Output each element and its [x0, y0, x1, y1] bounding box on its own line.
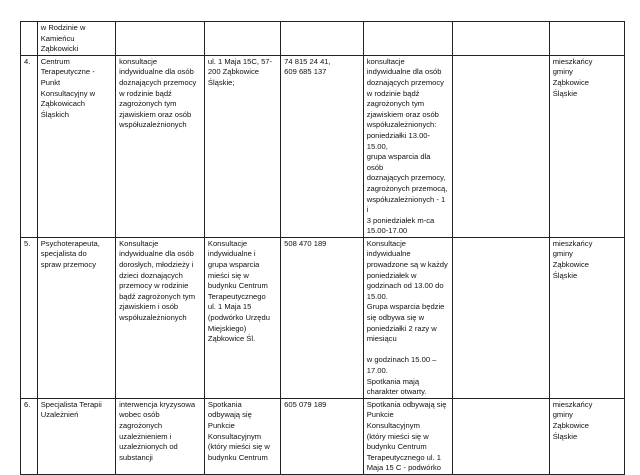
opening-hours: Konsultacje indywidualne prowadzone są w każdy poniedziałek w godzinach od 13.00 do 15.00. Grupa wsparcia będzie się odbywa się w poniedziałki 2 razy w miesiącu w godzinach 15.00 – 17.00. Spotkania mają charakter otwarty. [363, 237, 452, 398]
target-group [549, 22, 624, 56]
target-group: mieszkańcy gminy Ząbkowice Śląskie [549, 55, 624, 237]
opening-hours: konsultacje indywidualne dla osób doznających przemocy w rodzinie bądź zagrożonych tym zjawiskiem oraz osób współuzależnionych: poniedziałki 13.00- 15.00, grupa wsparcia dla osób doznających przemocy, zagrożonych przemocą, współuzależnionych - 1 i 3 poniedziałek m-ca 15.00-17.00 [363, 55, 452, 237]
support-scope [116, 22, 205, 56]
address [204, 22, 280, 56]
opening-hours: Spotkania odbywają się Punkcie Konsultacyjnym (który mieści się w budynku Centrum Terapeutycznego ul. 1 Maja 15 C - podwórko [363, 398, 452, 474]
extra-info [452, 237, 549, 398]
address: Konsultacje indywidualne i grupa wsparcia mieści się w budynku Centrum Terapeutycznego ul. 1 Maja 15 (podwórko Urzędu Miejskiego) Ząbkowice Śl. [204, 237, 280, 398]
row-number [21, 22, 38, 56]
institution-name: Specjalista Terapii Uzależnień [37, 398, 115, 474]
table-row [21, 22, 625, 56]
row-number: 6. [21, 398, 38, 474]
support-scope: konsultacje indywidualne dla osób doznających przemocy w rodzinie bądź zagrożonych tym zjawiskiem oraz osób współuzależnionych [116, 55, 205, 237]
extra-info [452, 55, 549, 237]
help-services-table [20, 21, 625, 475]
phone: 508 470 189 [281, 237, 364, 398]
phone [281, 22, 364, 56]
institution-name: w Rodzinie w Kamieńcu Ząbkowicki [37, 22, 115, 56]
extra-info [452, 398, 549, 474]
phone: 74 815 24 41, 609 685 137 [281, 55, 364, 237]
extra-info [452, 22, 549, 56]
institution-name: Psychoterapeuta, specjalista do spraw przemocy [37, 237, 115, 398]
table-row [21, 237, 625, 398]
row-number: 5. [21, 237, 38, 398]
phone: 605 079 189 [281, 398, 364, 474]
opening-hours [363, 22, 452, 56]
institution-name: Centrum Terapeutyczne - Punkt Konsultacyjny w Ząbkowicach Śląskich [37, 55, 115, 237]
row-number: 4. [21, 55, 38, 237]
address: Spotkania odbywają się Punkcie Konsultacyjnym (który mieści się w budynku Centrum [204, 398, 280, 474]
target-group: mieszkańcy gminy Ząbkowice Śląskie [549, 237, 624, 398]
table-row [21, 55, 625, 237]
support-scope: Konsultacje indywidualne dla osób dorosłych, młodzieży i dzieci doznających przemocy w rodzinie bądź zagrożonych tym zjawiskiem i osób współuzależnionych [116, 237, 205, 398]
support-scope: interwencja kryzysowa wobec osób zagrożonych uzależnieniem i uzależnionych od substancji [116, 398, 205, 474]
table-row [21, 398, 625, 474]
address: ul. 1 Maja 15C, 57- 200 Ząbkowice Śląskie; [204, 55, 280, 237]
target-group: mieszkańcy gminy Ząbkowice Śląskie [549, 398, 624, 474]
